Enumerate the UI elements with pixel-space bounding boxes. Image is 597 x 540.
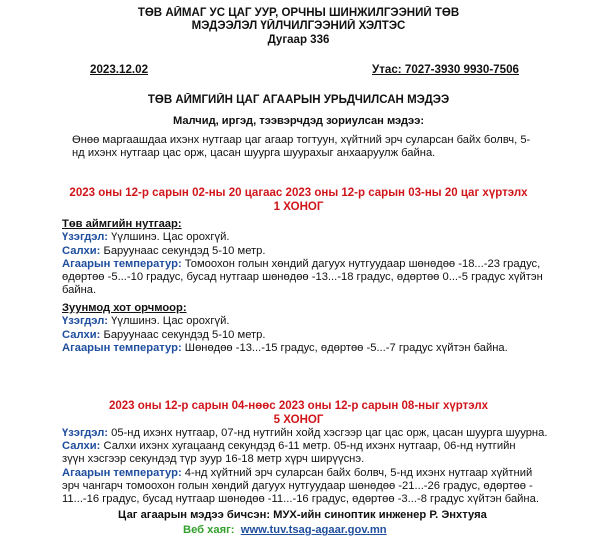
- province-cloud: Үзэгдэл: Үүлшинэ. Цас орохгүй.: [62, 231, 230, 243]
- city-heading: Зуунмод хот орчмоор:: [62, 302, 187, 314]
- org-name: ТӨВ АЙМАГ УС ЦАГ УУР, ОРЧНЫ ШИНЖИЛГЭЭНИЙ ТӨВ: [137, 6, 460, 19]
- period1-range: 2023 оны 12-р сарын 02-ны 20 цагаас 2023 оны 12-р сарын 03-ны 20 цаг хүртэлх: [69, 186, 528, 199]
- forecast-author: Цаг агаарын мэдээ бичсэн: МУХ-ийн синоптик инженер Р. Энхтуяа: [118, 509, 487, 521]
- period2-temperature: Агаарын температур: 4-нд хүйтний эрч суларсан байх болвч, 5-нд ихэнх нутгаар хүйтний: [62, 467, 533, 479]
- contact-phone: Утас: 7027-3930 9930-7506: [372, 63, 519, 76]
- intro-text-line-1: Өнөө маргаашдаа ихэнх нутгаар цаг агаар тогтуун, хүйтний эрч суларсан байх болвч, 5-: [72, 134, 531, 146]
- city-wind: Салхи: Баруунаас секундэд 5-10 метр.: [62, 329, 266, 341]
- department-name: МЭДЭЭЛЭЛ ҮЙЛЧИЛГЭЭНИЙ ХЭЛТЭС: [191, 19, 406, 32]
- forecast-title: ТӨВ АЙМГИЙН ЦАГ АГААРЫН УРЬДЧИЛСАН МЭДЭЭ: [147, 93, 450, 106]
- city-temperature: Агаарын температур: Шөнөдөө -13...-15 градус, өдөртөө -5...-7 градус хүйтэн байна.: [62, 342, 508, 354]
- website-link[interactable]: www.tuv.tsag-agaar.gov.mn: [240, 524, 387, 536]
- website: [183, 524, 387, 537]
- province-wind: Салхи: Баруунаас секундэд 5-10 метр.: [62, 245, 266, 257]
- province-temperature-line-2: өдөртөө -5...-10 градус, бусад нутгаар шөнөдөө -13...-18 градус, өдөртөө 0...-5 градус хүйтэн: [62, 271, 543, 283]
- city-cloud: Үзэгдэл: Үүлшинэ. Цас орохгүй.: [62, 315, 230, 327]
- intro-text-line-2: нд ихэнх нутгаар цас орж, цасан шуурга шуурахыг анхааруулж байна.: [72, 147, 436, 159]
- period2-temperature-line-3: 11...-16 градус, бусад нутгаар шөнөдөө -11...-16 градус, өдөртөө -3...-8 градус хүйтэн байна.: [62, 493, 539, 505]
- period2-temperature-line-2: эрч чангарч томоохон голын хөндий дагуух нутгуудаар шөнөдөө -21...-26 градус, өдөртөө -: [62, 480, 533, 492]
- document-date: 2023.12.02: [90, 63, 149, 76]
- website-label: Веб хаяг:: [183, 524, 235, 536]
- intro-heading: Малчид, иргэд, тээвэрчдэд зориулсан мэдээ:: [172, 115, 425, 127]
- document-number: Дугаар 336: [267, 33, 330, 46]
- province-temperature: Агаарын температур: Томоохон голын хөндий дагуух нутгуудаар шөнөдөө -18...-23 градус,: [62, 258, 541, 270]
- period2-wind: Салхи: Салхи ихэнх хугацаанд секундэд 6-11 метр. 05-нд ихэнх нутгаар, 06-нд нутгийн: [62, 440, 516, 452]
- period1-days: 1 ХОНОГ: [273, 200, 324, 213]
- province-heading: Төв аймгийн нутгаар:: [62, 218, 182, 230]
- period2-range: 2023 оны 12-р сарын 04-нөөс 2023 оны 12-р сарын 08-ныг хүртэлх: [108, 399, 489, 412]
- period2-days: 5 ХОНОГ: [273, 413, 324, 426]
- period2-wind-line-2: зүүн хэсгээр секундэд түр зуур 16-18 метр хүрч ширүүснэ.: [62, 453, 365, 465]
- province-temperature-line-3: байна.: [62, 284, 97, 296]
- period2-cloud: Үзэгдэл: 05-нд ихэнх нутгаар, 07-нд нутгийн хойд хэсгээр цаг цас орж, цасан шуурга шуурна.: [62, 427, 548, 439]
